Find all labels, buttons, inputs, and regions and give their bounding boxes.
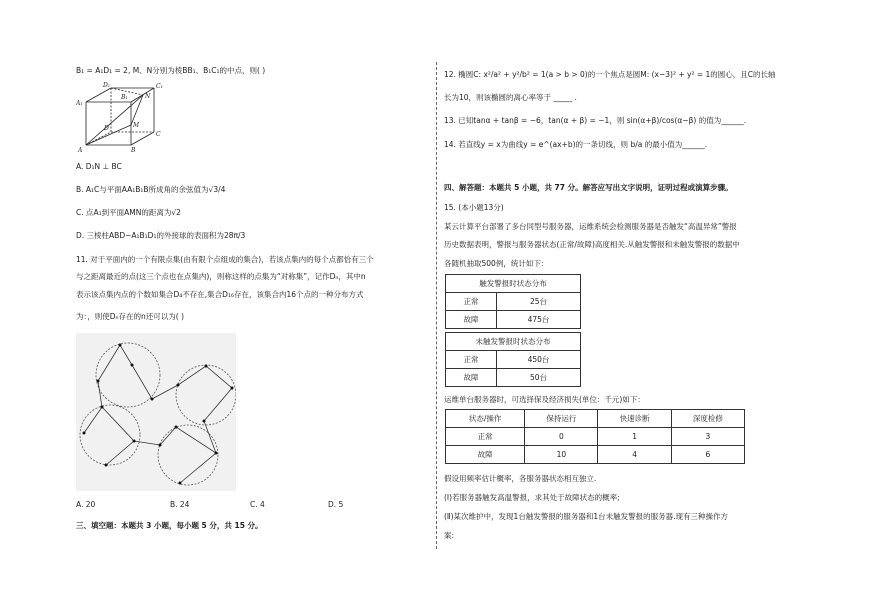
cube-label-b1: B₁ (121, 94, 128, 101)
table-row: 故障 50台 (446, 369, 581, 387)
cube-label-d: D (104, 125, 109, 132)
section-3-heading: 三、填空题：本题共 3 小题，每小题 5 分，共 15 分。 (76, 521, 263, 530)
q11-option-d: D. 5 (328, 500, 344, 509)
alarm-not-triggered-table (445, 332, 581, 387)
q15-line-2: 历史数据表明，警报与服务器状态(正常/故障)高度相关.从触发警报和未触发警报的数据中 (444, 240, 740, 249)
q10-option-d: D. 三棱柱ABD−A₁B₁D₁的外接球的表面积为28π/3 (76, 231, 246, 240)
page-divider (436, 62, 437, 549)
table-header-row: 状态/操作 保持运行 快速诊断 深度检修 (446, 410, 745, 428)
table-row: 正常 25台 (446, 293, 581, 311)
table-title: 未触发警报时状态分布 (446, 333, 581, 351)
section-4-heading: 四、解答题：本题共 5 小题，共 77 分。解答应写出文字说明，证明过程或演算步骤。 (444, 183, 733, 192)
table-row: 故障 10 4 6 (446, 446, 745, 464)
table-title: 触发警报时状态分布 (446, 275, 581, 293)
cost-intro: 运维单台服务器时，可选择保及经济损失(单位：千元)如下： (444, 395, 645, 404)
cube-label-n: N (145, 93, 151, 100)
q15-line-1: 某云计算平台部署了多台同型号服务器，运维系统会检测服务器是否触发“高温异常”警报 (444, 222, 737, 231)
q12-line-1: 12. 椭圆C: x²/a² + y²/b² = 1(a > b > 0)的一个焦点是圆M: (x−3)² + y² = 1的圆心，且C的长轴 (444, 70, 776, 79)
q11-option-b: B. 24 (170, 500, 190, 509)
q11-line-2: 与之距离最近的点(这三个点也在点集内)，则称这样的点集为“对称集”，记作Dₙ，其中n (76, 272, 366, 281)
q11-option-c: C. 4 (250, 500, 265, 509)
cost-table (445, 409, 745, 464)
q10-option-b: B. A₁C与平面AA₁B₁B所成角的余弦值为√3/4 (76, 185, 226, 194)
q15-part-2-line-1: (Ⅱ)某次维护中，发现1台触发警报的服务器和1台未触发警报的服务器.现有三种操作方 (444, 512, 728, 521)
q15-title: 15. (本小题13分) (444, 203, 504, 212)
q11-line-3: 表示该点集内点的个数如集合D₄不存在,集合D₁₆存在，该集合内16个点的一种分布方式 (76, 290, 364, 299)
cube-figure (76, 80, 166, 155)
table-row: 正常 450台 (446, 351, 581, 369)
assumption: 假设用频率估计概率，各服务器状态相互独立. (444, 474, 597, 483)
cube-label-c1: C₁ (156, 83, 163, 90)
q13: 13. 已知tanα + tanβ = −6，tan(α + β) = −1，则 sin(α+β)/cos(α−β) 的值为______. (444, 116, 747, 125)
q12-line-2: 长为10，则该椭圆的离心率等于 _____ . (444, 93, 577, 102)
q10-intro: B₁ = A₁D₁ = 2, M、N分别为棱BB₁、B₁C₁的中点，则( ) (76, 66, 266, 75)
alarm-triggered-table (445, 274, 581, 329)
cube-label-b: B (131, 147, 136, 154)
cube-label-c: C (156, 131, 161, 138)
cube-label-a1: A₁ (76, 100, 83, 107)
q15-part-2-line-2: 案: (444, 531, 455, 540)
symmetric-set-figure (76, 333, 236, 491)
q11-line-1: 11. 对于平面内的一个有限点集(由有限个点组成的集合)，若该点集内的每个点都恰有三个 (76, 255, 374, 264)
table-row: 故障 475台 (446, 311, 581, 329)
cube-label-m: M (133, 122, 140, 129)
q10-option-a: A. D₁N ⊥ BC (76, 162, 122, 171)
q11-option-a: A. 20 (76, 500, 96, 509)
q11-line-4: 为：，则使Dₙ存在的n还可以为( ) (76, 312, 185, 321)
table-row: 正常 0 1 3 (446, 428, 745, 446)
q15-line-3: 各随机抽取500例，统计如下： (444, 259, 549, 268)
q10-option-c: C. 点A₁到平面AMN的距离为√2 (76, 208, 181, 217)
q15-part-1: (Ⅰ)若服务器触发高温警报，求其处于故障状态的概率; (444, 493, 620, 502)
q14: 14. 若直线y = x为曲线y = e^(ax+b)的一条切线，则 b/a 的最小值为______. (444, 140, 708, 149)
cube-label-a: A (78, 147, 83, 154)
cube-label-d1: D₁ (103, 82, 111, 89)
